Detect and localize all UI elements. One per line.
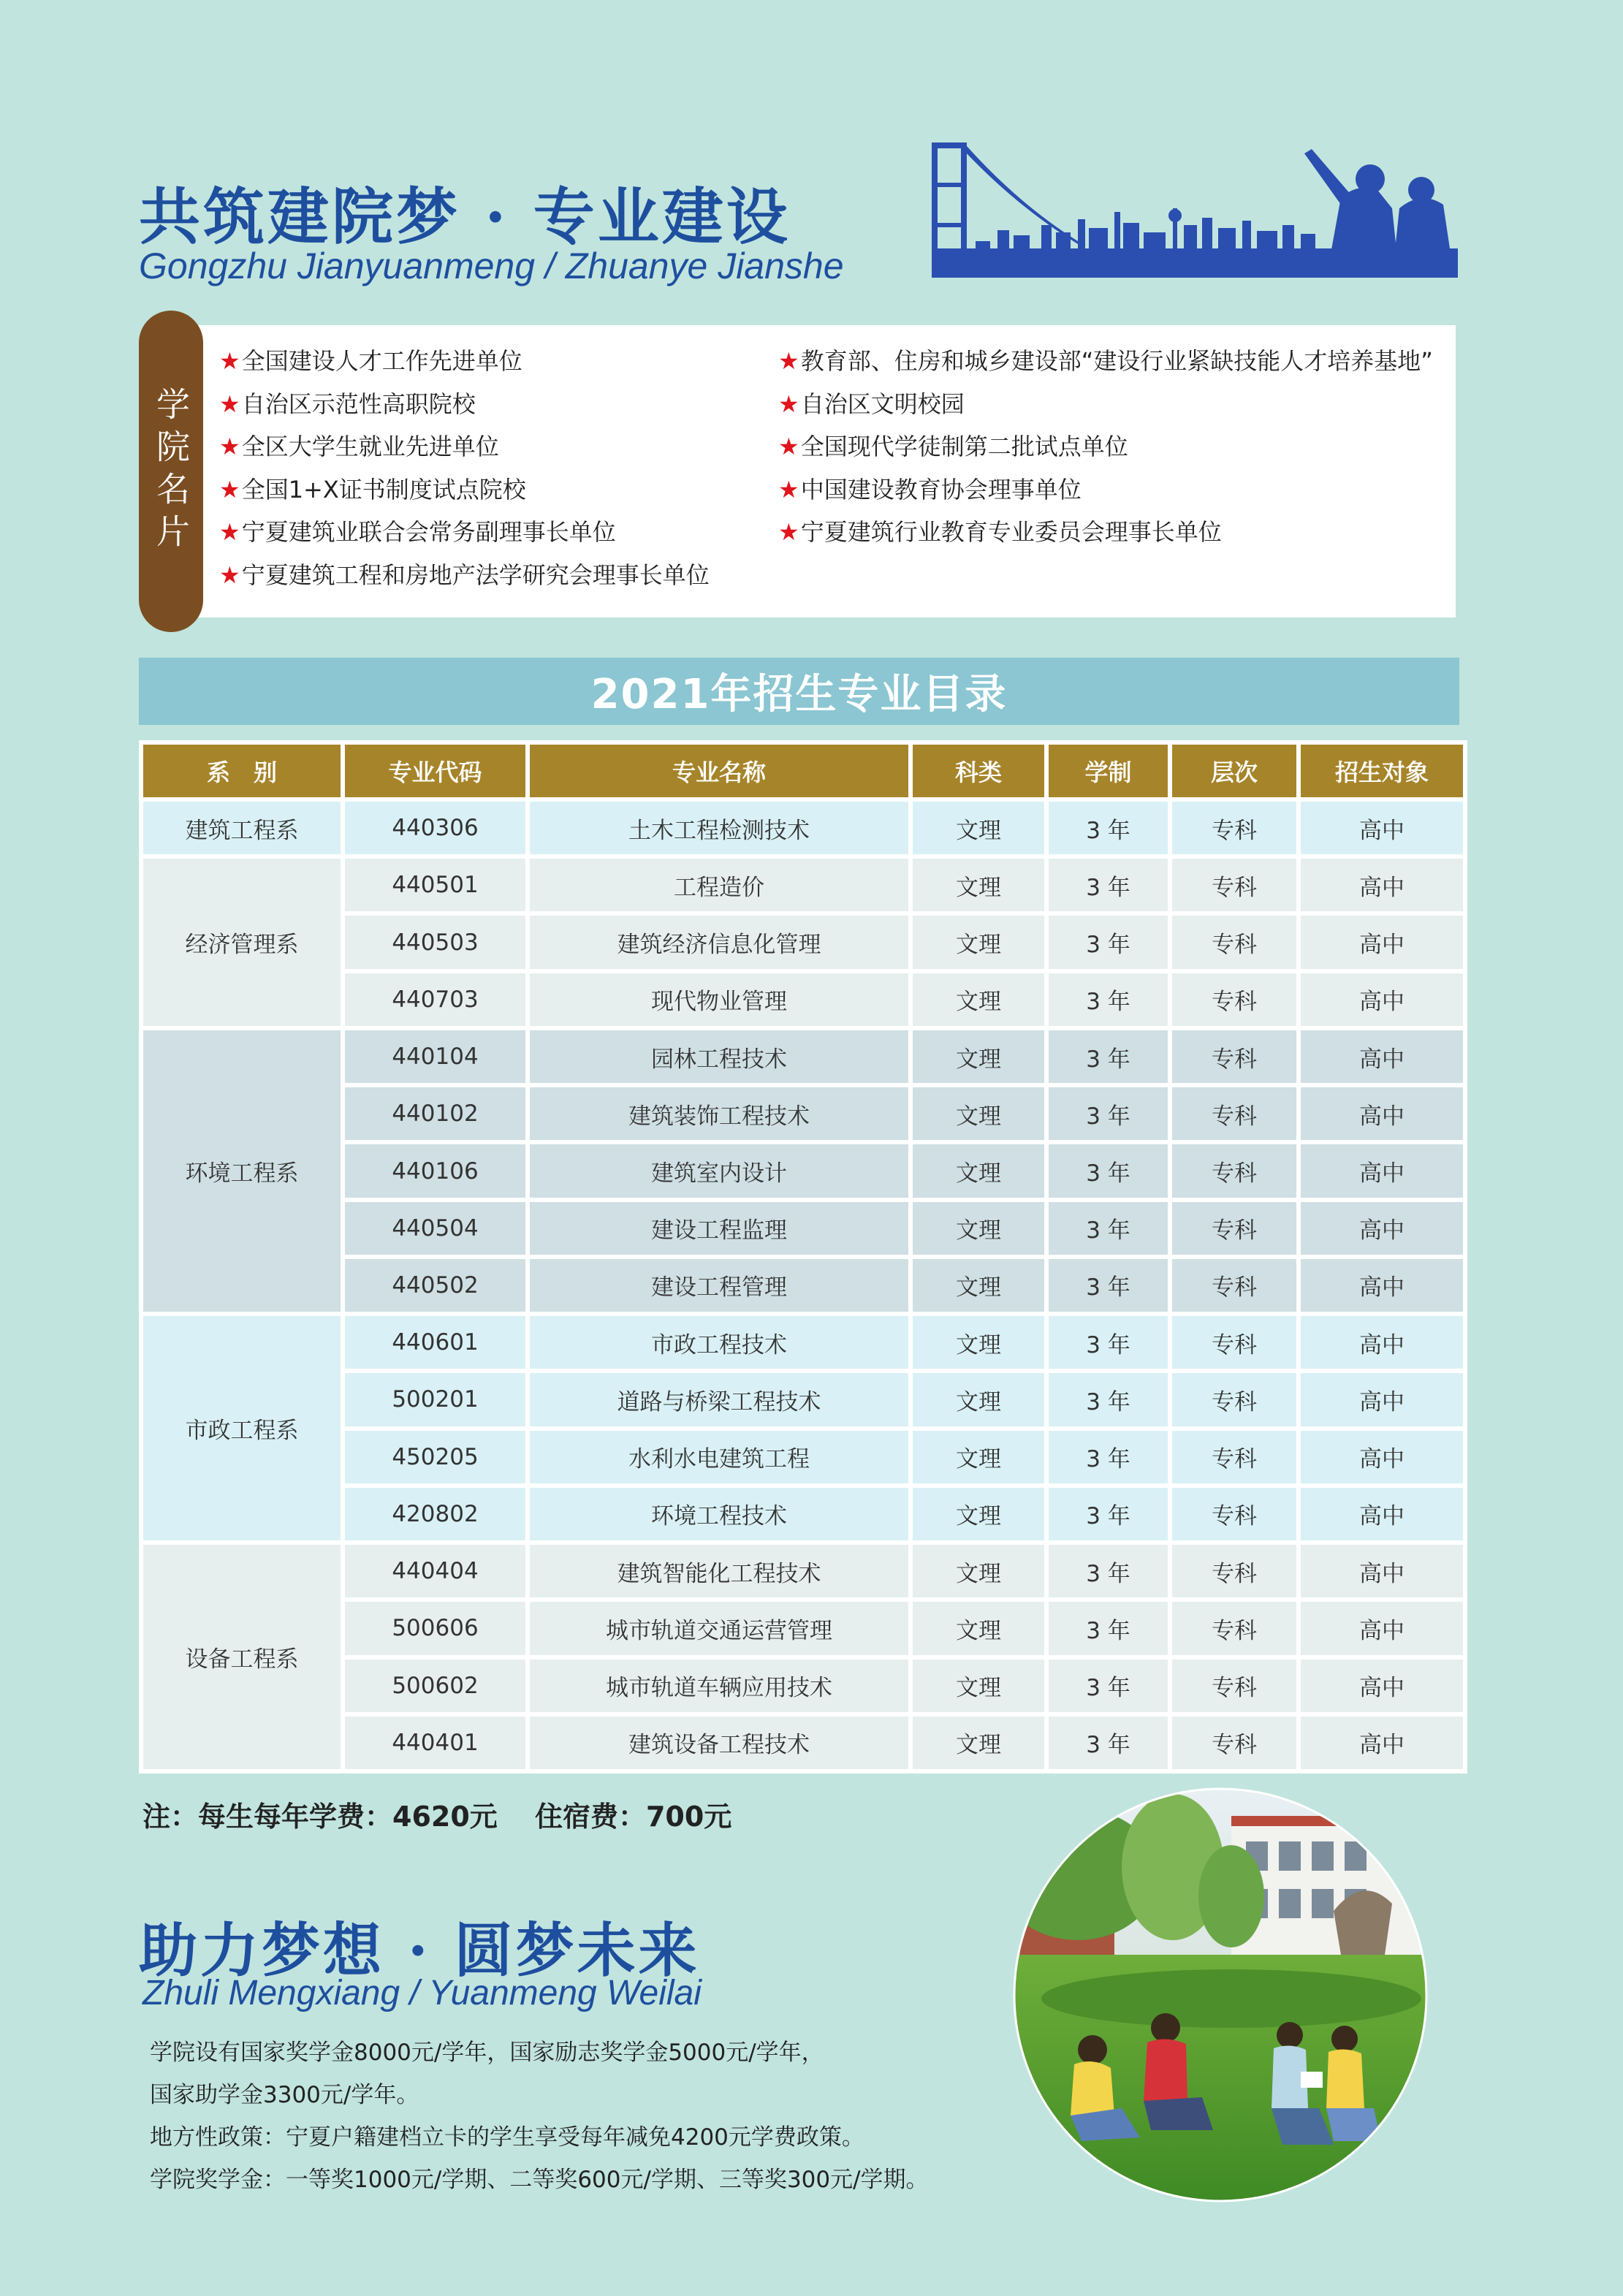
table-row (143, 1545, 1463, 1597)
honor-item: ★全国现代学徒制第二批试点单位 (778, 433, 1128, 460)
level-cell: 专科 (1172, 1373, 1296, 1426)
level-cell: 专科 (1172, 1602, 1296, 1654)
table-row (143, 1717, 1463, 1769)
department-cell: 经济管理系 (143, 859, 341, 1026)
duration-cell: 3 年 (1049, 1373, 1168, 1426)
honor-item: ★自治区示范性高职院校 (219, 389, 476, 418)
department-cell: 环境工程系 (143, 1030, 341, 1312)
category-cell: 文理 (913, 1545, 1044, 1597)
level-cell: 专科 (1172, 1316, 1296, 1369)
target-cell: 高中 (1301, 973, 1463, 1026)
level-cell: 专科 (1172, 802, 1296, 854)
category-cell: 文理 (913, 1144, 1044, 1197)
honor-item: ★全区大学生就业先进单位 (219, 433, 499, 460)
category-cell: 文理 (913, 1488, 1044, 1540)
column-header: 学制 (1049, 745, 1168, 797)
college-card-tag: 学院名片 (139, 311, 203, 632)
major-name-cell: 现代物业管理 (530, 973, 908, 1026)
level-cell: 专科 (1172, 1660, 1296, 1712)
category-cell: 文理 (913, 1202, 1044, 1255)
category-cell: 文理 (913, 1602, 1044, 1654)
major-name-cell: 建设工程管理 (530, 1259, 908, 1312)
star-icon: ★ (778, 389, 799, 418)
table-row (143, 1602, 1463, 1654)
honor-item: ★宁夏建筑行业教育专业委员会理事长单位 (778, 518, 1222, 546)
table-row (143, 1202, 1463, 1255)
category-cell: 文理 (913, 1259, 1044, 1312)
category-cell: 文理 (913, 1660, 1044, 1712)
major-code-cell: 440104 (345, 1030, 525, 1083)
honor-item: ★宁夏建筑业联合会常务副理事长单位 (219, 518, 616, 546)
category-cell: 文理 (913, 1373, 1044, 1426)
duration-cell: 3 年 (1049, 1316, 1168, 1369)
major-name-cell: 工程造价 (530, 859, 908, 911)
star-icon: ★ (778, 433, 799, 460)
duration-cell: 3 年 (1049, 1087, 1168, 1140)
level-cell: 专科 (1172, 1545, 1296, 1597)
level-cell: 专科 (1172, 859, 1296, 911)
target-cell: 高中 (1301, 1259, 1463, 1312)
duration-cell: 3 年 (1049, 1431, 1168, 1483)
major-name-cell: 道路与桥梁工程技术 (530, 1373, 908, 1426)
table-row (143, 1030, 1463, 1083)
column-header: 专业名称 (530, 745, 908, 797)
major-name-cell: 城市轨道车辆应用技术 (530, 1660, 908, 1712)
campus-students-photo (1012, 1787, 1429, 2203)
table-header-row (143, 745, 1463, 797)
duration-cell: 3 年 (1049, 1144, 1168, 1197)
honor-item: ★中国建设教育协会理事单位 (778, 475, 1082, 503)
level-cell: 专科 (1172, 1717, 1296, 1769)
target-cell: 高中 (1301, 1602, 1463, 1654)
major-name-cell: 园林工程技术 (530, 1030, 908, 1083)
table-row (143, 1373, 1463, 1426)
honor-item: ★全国建设人才工作先进单位 (219, 347, 522, 375)
category-cell: 文理 (913, 973, 1044, 1026)
target-cell: 高中 (1301, 1545, 1463, 1597)
table-row (143, 859, 1463, 911)
major-code-cell: 440504 (345, 1202, 525, 1255)
star-icon: ★ (778, 475, 799, 503)
major-code-cell: 440503 (345, 916, 525, 968)
major-name-cell: 建筑设备工程技术 (530, 1717, 908, 1769)
table-row (143, 1144, 1463, 1197)
major-code-cell: 440102 (345, 1087, 525, 1140)
department-cell: 市政工程系 (143, 1316, 341, 1540)
star-icon: ★ (778, 347, 799, 375)
major-code-cell: 440306 (345, 802, 525, 854)
duration-cell: 3 年 (1049, 1717, 1168, 1769)
scholarship-text (150, 2031, 1034, 2201)
star-icon: ★ (219, 347, 240, 375)
major-code-cell: 440404 (345, 1545, 525, 1597)
target-cell: 高中 (1301, 916, 1463, 968)
major-name-cell: 市政工程技术 (530, 1316, 908, 1369)
duration-cell: 3 年 (1049, 973, 1168, 1026)
level-cell: 专科 (1172, 916, 1296, 968)
column-header: 层次 (1172, 745, 1296, 797)
majors-table (139, 740, 1467, 1774)
duration-cell: 3 年 (1049, 1488, 1168, 1540)
category-cell: 文理 (913, 1431, 1044, 1483)
major-code-cell: 440501 (345, 859, 525, 911)
table-row (143, 973, 1463, 1026)
major-name-cell: 建设工程监理 (530, 1202, 908, 1255)
scholarship-line: 地方性政策：宁夏户籍建档立卡的学生享受每年减免4200元学费政策。 (150, 2124, 864, 2151)
city-skyline-illustration (932, 139, 1458, 278)
scholarship-line: 国家助学金3300元/学年。 (150, 2082, 419, 2108)
star-icon: ★ (219, 518, 240, 546)
duration-cell: 3 年 (1049, 916, 1168, 968)
table-row (143, 802, 1463, 854)
star-icon: ★ (219, 475, 240, 503)
department-cell: 设备工程系 (143, 1545, 341, 1769)
table-title: 2021年招生专业目录 (139, 658, 1459, 725)
duration-cell: 3 年 (1049, 1602, 1168, 1654)
duration-cell: 3 年 (1049, 1030, 1168, 1083)
major-code-cell: 440502 (345, 1259, 525, 1312)
duration-cell: 3 年 (1049, 1545, 1168, 1597)
honor-item: ★自治区文明校园 (778, 389, 965, 418)
target-cell: 高中 (1301, 1717, 1463, 1769)
target-cell: 高中 (1301, 1144, 1463, 1197)
honor-item: ★全国1+X证书制度试点院校 (219, 475, 526, 503)
major-name-cell: 建筑经济信息化管理 (530, 916, 908, 968)
star-icon: ★ (219, 389, 240, 418)
major-name-cell: 环境工程技术 (530, 1488, 908, 1540)
major-code-cell: 420802 (345, 1488, 525, 1540)
page-title: 共筑建院梦 · 专业建设 (139, 180, 791, 253)
table-row (143, 916, 1463, 968)
level-cell: 专科 (1172, 1087, 1296, 1140)
table-row (143, 1488, 1463, 1540)
category-cell: 文理 (913, 1717, 1044, 1769)
honors-left-list (219, 340, 710, 596)
category-cell: 文理 (913, 1030, 1044, 1083)
duration-cell: 3 年 (1049, 802, 1168, 854)
column-header: 科类 (913, 745, 1044, 797)
star-icon: ★ (778, 518, 799, 546)
scholarship-line: 学院奖学金：一等奖1000元/学期、二等奖600元/学期、三等奖300元/学期。 (150, 2167, 929, 2193)
target-cell: 高中 (1301, 802, 1463, 854)
major-code-cell: 440401 (345, 1717, 525, 1769)
section-subtitle: Zhuli Mengxiang / Yuanmeng Weilai (142, 1974, 702, 2012)
table-body (143, 802, 1463, 1769)
column-header: 招生对象 (1301, 745, 1463, 797)
major-code-cell: 500602 (345, 1660, 525, 1712)
honor-item: ★宁夏建筑工程和房地产法学研究会理事长单位 (219, 560, 710, 589)
scholarship-line: 学院设有国家奖学金8000元/学年，国家励志奖学金5000元/学年， (150, 2040, 824, 2066)
category-cell: 文理 (913, 1087, 1044, 1140)
table-row (143, 1087, 1463, 1140)
target-cell: 高中 (1301, 1373, 1463, 1426)
table-row (143, 1316, 1463, 1369)
target-cell: 高中 (1301, 1660, 1463, 1712)
major-code-cell: 450205 (345, 1431, 525, 1483)
level-cell: 专科 (1172, 1202, 1296, 1255)
table-row (143, 1660, 1463, 1712)
major-code-cell: 500606 (345, 1602, 525, 1654)
target-cell: 高中 (1301, 1488, 1463, 1540)
major-code-cell: 440106 (345, 1144, 525, 1197)
major-name-cell: 建筑智能化工程技术 (530, 1545, 908, 1597)
column-header: 专业代码 (345, 745, 525, 797)
duration-cell: 3 年 (1049, 1660, 1168, 1712)
duration-cell: 3 年 (1049, 859, 1168, 911)
honors-right-list (778, 340, 1433, 554)
duration-cell: 3 年 (1049, 1202, 1168, 1255)
star-icon: ★ (219, 433, 240, 460)
level-cell: 专科 (1172, 973, 1296, 1026)
target-cell: 高中 (1301, 1431, 1463, 1483)
section-title: 助力梦想 · 圆梦未来 (139, 1916, 700, 1985)
level-cell: 专科 (1172, 1488, 1296, 1540)
target-cell: 高中 (1301, 1087, 1463, 1140)
major-code-cell: 440703 (345, 973, 525, 1026)
major-name-cell: 城市轨道交通运营管理 (530, 1602, 908, 1654)
major-name-cell: 水利水电建筑工程 (530, 1431, 908, 1483)
major-name-cell: 建筑装饰工程技术 (530, 1087, 908, 1140)
column-header: 系 别 (143, 745, 341, 797)
major-name-cell: 土木工程检测技术 (530, 802, 908, 854)
honors-card (190, 325, 1456, 617)
target-cell: 高中 (1301, 1316, 1463, 1369)
major-code-cell: 500201 (345, 1373, 525, 1426)
target-cell: 高中 (1301, 859, 1463, 911)
star-icon: ★ (219, 560, 240, 589)
level-cell: 专科 (1172, 1144, 1296, 1197)
target-cell: 高中 (1301, 1030, 1463, 1083)
fee-note: 注：每生每年学费：4620元 住宿费：700元 (142, 1801, 732, 1833)
major-code-cell: 440601 (345, 1316, 525, 1369)
duration-cell: 3 年 (1049, 1259, 1168, 1312)
category-cell: 文理 (913, 802, 1044, 854)
table-row (143, 1259, 1463, 1312)
department-cell: 建筑工程系 (143, 802, 341, 854)
category-cell: 文理 (913, 916, 1044, 968)
honor-item: ★教育部、住房和城乡建设部“建设行业紧缺技能人才培养基地” (778, 347, 1433, 375)
category-cell: 文理 (913, 859, 1044, 911)
level-cell: 专科 (1172, 1030, 1296, 1083)
page-subtitle: Gongzhu Jianyuanmeng / Zhuanye Jianshe (139, 246, 844, 286)
level-cell: 专科 (1172, 1259, 1296, 1312)
major-name-cell: 建筑室内设计 (530, 1144, 908, 1197)
table-row (143, 1431, 1463, 1483)
level-cell: 专科 (1172, 1431, 1296, 1483)
category-cell: 文理 (913, 1316, 1044, 1369)
target-cell: 高中 (1301, 1202, 1463, 1255)
